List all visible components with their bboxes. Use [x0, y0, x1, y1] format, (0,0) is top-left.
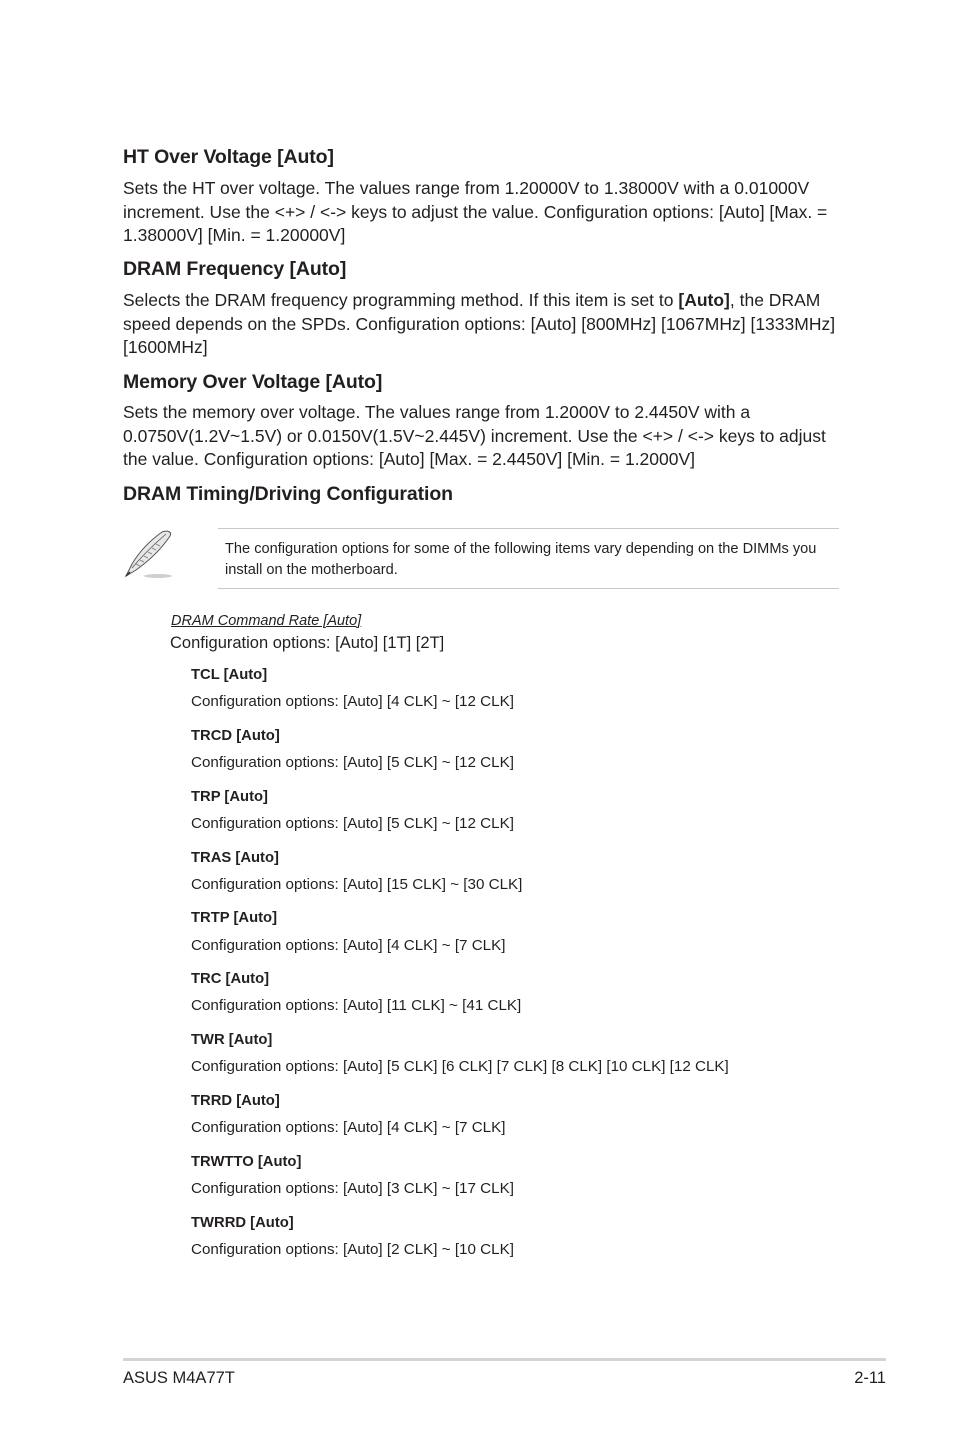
item-title-trcd: TRCD [Auto]: [191, 728, 280, 744]
section-title-memory-over-voltage: Memory Over Voltage [Auto]: [123, 371, 383, 393]
section-title-dram-timing: DRAM Timing/Driving Configuration: [123, 483, 453, 505]
item-options-twr: Configuration options: [Auto] [5 CLK] [6 CLK] [7 CLK] [8 CLK] [10 CLK] [12 CLK]: [191, 1058, 729, 1075]
body-line: [123, 289, 843, 313]
note-line: The configuration options for some of the following items vary depending on the DIMMs you: [225, 541, 817, 557]
section-title-ht-over-voltage: HT Over Voltage [Auto]: [123, 146, 334, 168]
item-options-trtp: Configuration options: [Auto] [4 CLK] ~ [7 CLK]: [191, 937, 506, 954]
note-text: [225, 539, 845, 581]
item-title-tcl: TCL [Auto]: [191, 667, 268, 683]
note-line: install on the motherboard.: [225, 562, 398, 578]
item-options-trwtto: Configuration options: [Auto] [3 CLK] ~ [17 CLK]: [191, 1180, 514, 1197]
footer-rule: [123, 1358, 886, 1361]
body-line: the value. Configuration options: [Auto] [Max. = 2.4450V] [Min. = 1.2000V]: [123, 449, 696, 469]
item-title-trp: TRP [Auto]: [191, 789, 268, 805]
item-options-trp: Configuration options: [Auto] [5 CLK] ~ [12 CLK]: [191, 815, 514, 832]
section-body-ht-over-voltage: [123, 177, 843, 248]
item-options-trrd: Configuration options: [Auto] [4 CLK] ~ [7 CLK]: [191, 1119, 506, 1136]
note-bottom-rule: [218, 588, 839, 589]
body-line: 1.38000V] [Min. = 1.20000V]: [123, 225, 346, 245]
footer-product-name: ASUS M4A77T: [123, 1369, 235, 1387]
item-title-trc: TRC [Auto]: [191, 971, 270, 987]
body-line: speed depends on the SPDs. Configuration options: [Auto] [800MHz] [1067MHz] [1333MHz]: [123, 313, 836, 334]
section-body-memory-over-voltage: [123, 401, 843, 472]
pen-note-icon: [122, 528, 174, 580]
body-line: Sets the HT over voltage. The values range from 1.20000V to 1.38000V with a 0.01000V: [123, 178, 810, 198]
item-options-trc: Configuration options: [Auto] [11 CLK] ~ [41 CLK]: [191, 997, 522, 1014]
item-options-tras: Configuration options: [Auto] [15 CLK] ~ [30 CLK]: [191, 876, 523, 893]
command-rate-options: Configuration options: [Auto] [1T] [2T]: [170, 634, 445, 652]
section-title-dram-frequency: DRAM Frequency [Auto]: [123, 258, 347, 280]
item-title-trwtto: TRWTTO [Auto]: [191, 1154, 302, 1170]
footer-page-number: 2-11: [854, 1369, 886, 1387]
section-body-dram-frequency: [123, 289, 843, 360]
body-bold-text: [Auto]: [678, 290, 730, 310]
item-title-twr: TWR [Auto]: [191, 1032, 273, 1048]
item-title-trrd: TRRD [Auto]: [191, 1093, 280, 1109]
body-line: increment. Use the <+> / <-> keys to adjust the value. Configuration options: [Auto] [Max. =: [123, 201, 828, 222]
item-title-tras: TRAS [Auto]: [191, 850, 279, 866]
item-options-twrrd: Configuration options: [Auto] [2 CLK] ~ [10 CLK]: [191, 1241, 514, 1258]
item-options-tcl: Configuration options: [Auto] [4 CLK] ~ [12 CLK]: [191, 693, 514, 710]
body-line: 0.0750V(1.2V~1.5V) or 0.0150V(1.5V~2.445V) increment. Use the <+> / <-> keys to adjust: [123, 425, 826, 446]
body-text: Selects the DRAM frequency programming method. If this item is set to: [123, 290, 679, 310]
body-line: [1600MHz]: [123, 337, 208, 357]
body-text: , the DRAM: [729, 290, 821, 310]
item-title-twrrd: TWRRD [Auto]: [191, 1215, 294, 1231]
body-line: Sets the memory over voltage. The values range from 1.2000V to 2.4450V with a: [123, 402, 751, 422]
item-title-trtp: TRTP [Auto]: [191, 910, 278, 926]
note-top-rule: [218, 528, 839, 529]
item-options-trcd: Configuration options: [Auto] [5 CLK] ~ [12 CLK]: [191, 754, 514, 771]
command-rate-title: DRAM Command Rate [Auto]: [171, 613, 362, 629]
